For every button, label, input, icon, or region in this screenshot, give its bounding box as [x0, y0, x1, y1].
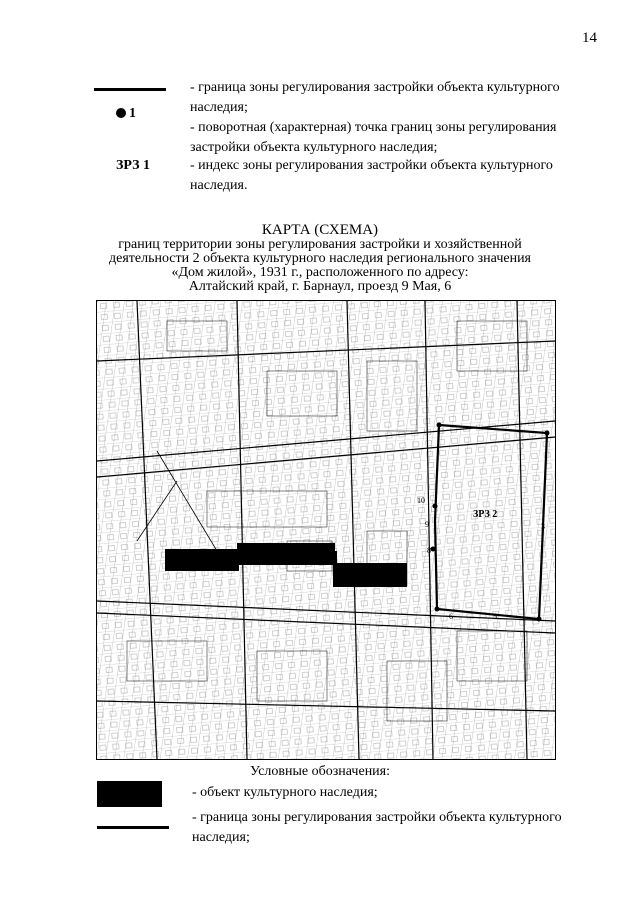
map-title: [60, 222, 580, 294]
legend-heritage-text: - объект культурного наследия;: [192, 785, 378, 800]
turning-point-symbol: 1: [116, 104, 136, 124]
boundary-line-symbol: [97, 826, 169, 829]
point-label: 3: [541, 522, 545, 531]
heritage-object-symbol: [97, 781, 162, 807]
map-svg: [97, 301, 555, 759]
point-label: 5: [493, 612, 497, 621]
point-label: 9: [425, 520, 429, 529]
zone-label: ЗРЗ 2: [473, 509, 498, 520]
boundary-line-symbol: [94, 88, 166, 91]
legend-point-text: - поворотная (характерная) точка границ зоны регулирования застройки объекта культурного наследия;: [190, 120, 557, 155]
legend-index-text: - индекс зоны регулирования застройки объекта культурного наследия.: [190, 158, 553, 193]
legend-row-point: [94, 104, 604, 154]
point-label: 8: [427, 546, 431, 555]
map-heading: КАРТА (СХЕМА): [261, 222, 379, 238]
point-label: 10: [417, 496, 425, 505]
legend-boundary-text-2: - граница зоны регулирования застройки объекта культурного наследия;: [192, 810, 562, 845]
zone-index-symbol: ЗРЗ 1: [116, 158, 151, 173]
legend-title: Условные обозначения:: [249, 764, 391, 779]
map-scheme: [96, 300, 556, 760]
map-title-line4: Алтайский край, г. Барнаул, проезд 9 Мая, 6: [188, 279, 452, 294]
map-title-line1: границ территории зоны регулирования застройки и хозяйственной: [118, 237, 522, 252]
legend-boundary-text: - граница зоны регулирования застройки объекта культурного наследия;: [190, 80, 560, 115]
point-label: 6: [449, 612, 453, 621]
map-title-line3: «Дом жилой», 1931 г., расположенного по адресу:: [171, 265, 469, 280]
legend-row-index: [94, 156, 604, 196]
map-title-line2: деятельности 2 объекта культурного наследия регионального значения: [108, 251, 532, 266]
page-number: 14: [582, 30, 597, 46]
point-dot-icon: [116, 108, 126, 118]
